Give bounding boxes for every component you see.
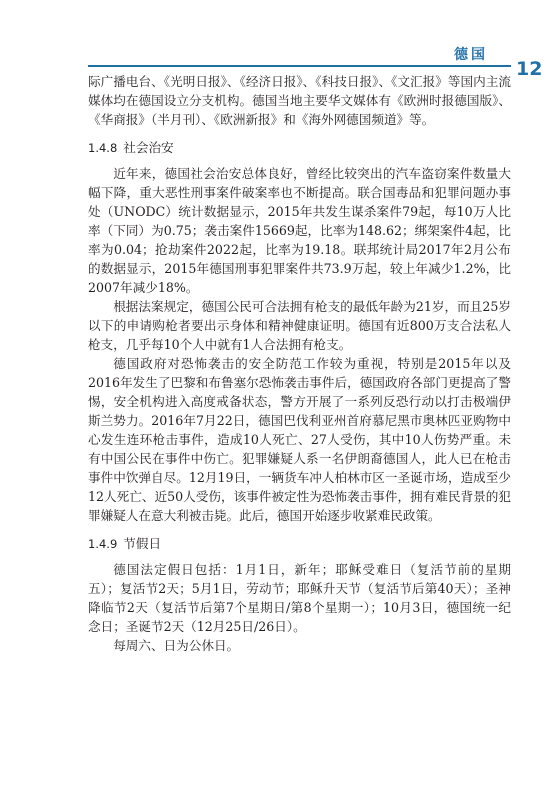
page-number: 12 — [516, 58, 543, 80]
body-paragraph: 近年来，德国社会治安总体良好，曾经比较突出的汽车盗窃案件数量大幅下降，重大恶性刑事案件破案率也不断提高。联合国毒品和犯罪问题办事处（UNODC）统计数据显示，2015年共发生谋杀案件79起，每10万人比率（下同）为0.75；袭击案件15669起，比率为148.62；绑架案件4起，比率为0.04；抢劫案件2022起，比率为19.18。联邦统计局2017年2月公布的数据显示，2015年德国刑事犯罪案件共73.9万起，较上年减少1.2%，比2007年减少18%。 — [88, 166, 511, 295]
body-paragraph: 德国政府对恐怖袭击的安全防范工作较为重视，特别是2015年以及2016年发生了巴黎和布鲁塞尔恐怖袭击事件后，德国政府各部门更提高了警惕，安全机构进入高度戒备状态，警方开展了一系列反恐行动以打击极端伊斯兰势力。2016年7月22日，德国巴伐利亚州首府慕尼黑市奥林匹亚购物中心发生连环枪击事件，造成10人死亡、27人受伤，其中10人伤势严重。未有中国公民在事件中伤亡。犯罪嫌疑人系一名伊朗裔德国人，此人已在枪击事件中饮弹自尽。12月19日，一辆货车冲人柏林市区一圣诞市场，造成至少12人死亡、近50人受伤，该事件被定性为恐怖袭击事件，拥有难民背景的犯罪嫌疑人在意大利被击毙。此后，德国开始逐步收紧难民政策。 — [88, 356, 511, 523]
section-number: 1.4.9 — [88, 537, 118, 551]
running-header-title: 德国 — [454, 47, 488, 63]
page-body — [88, 72, 511, 655]
section-heading-public-security — [88, 138, 511, 158]
body-paragraph: 每周六、日为公休日。 — [113, 638, 240, 653]
body-paragraph: 德国法定假日包括：1月1日，新年；耶稣受难日（复活节前的星期五）；复活节2天；5月1日，劳动节；耶稣升天节（复活节后第40天）；圣神降临节2天（复活节后第7个星期日/第8个星期一）；10月3日，德国统一纪念日；圣诞节2天（12月25日/26日）。 — [88, 562, 511, 634]
section-title: 节假日 — [123, 536, 162, 551]
section-heading-holidays — [88, 534, 511, 554]
body-paragraph: 根据法案规定，德国公民可合法拥有枪支的最低年龄为21岁，而且25岁以下的申请购枪者要出示身体和精神健康证明。德国有近800万支合法私人枪支，几乎每10个人中就有1人合法拥有枪支。 — [88, 299, 511, 352]
intro-paragraph: 际广播电台、《光明日报》、《经济日报》、《科技日报》、《文汇报》等国内主流媒体均在德国设立分支机构。德国当地主要华文媒体有《欧洲时报德国版》、《华商报》（半月刊）、《欧洲新报》和《海外网德国频道》等。 — [88, 74, 511, 127]
header-divider — [88, 65, 511, 67]
section-title: 社会治安 — [123, 140, 174, 155]
section-number: 1.4.8 — [88, 141, 118, 155]
